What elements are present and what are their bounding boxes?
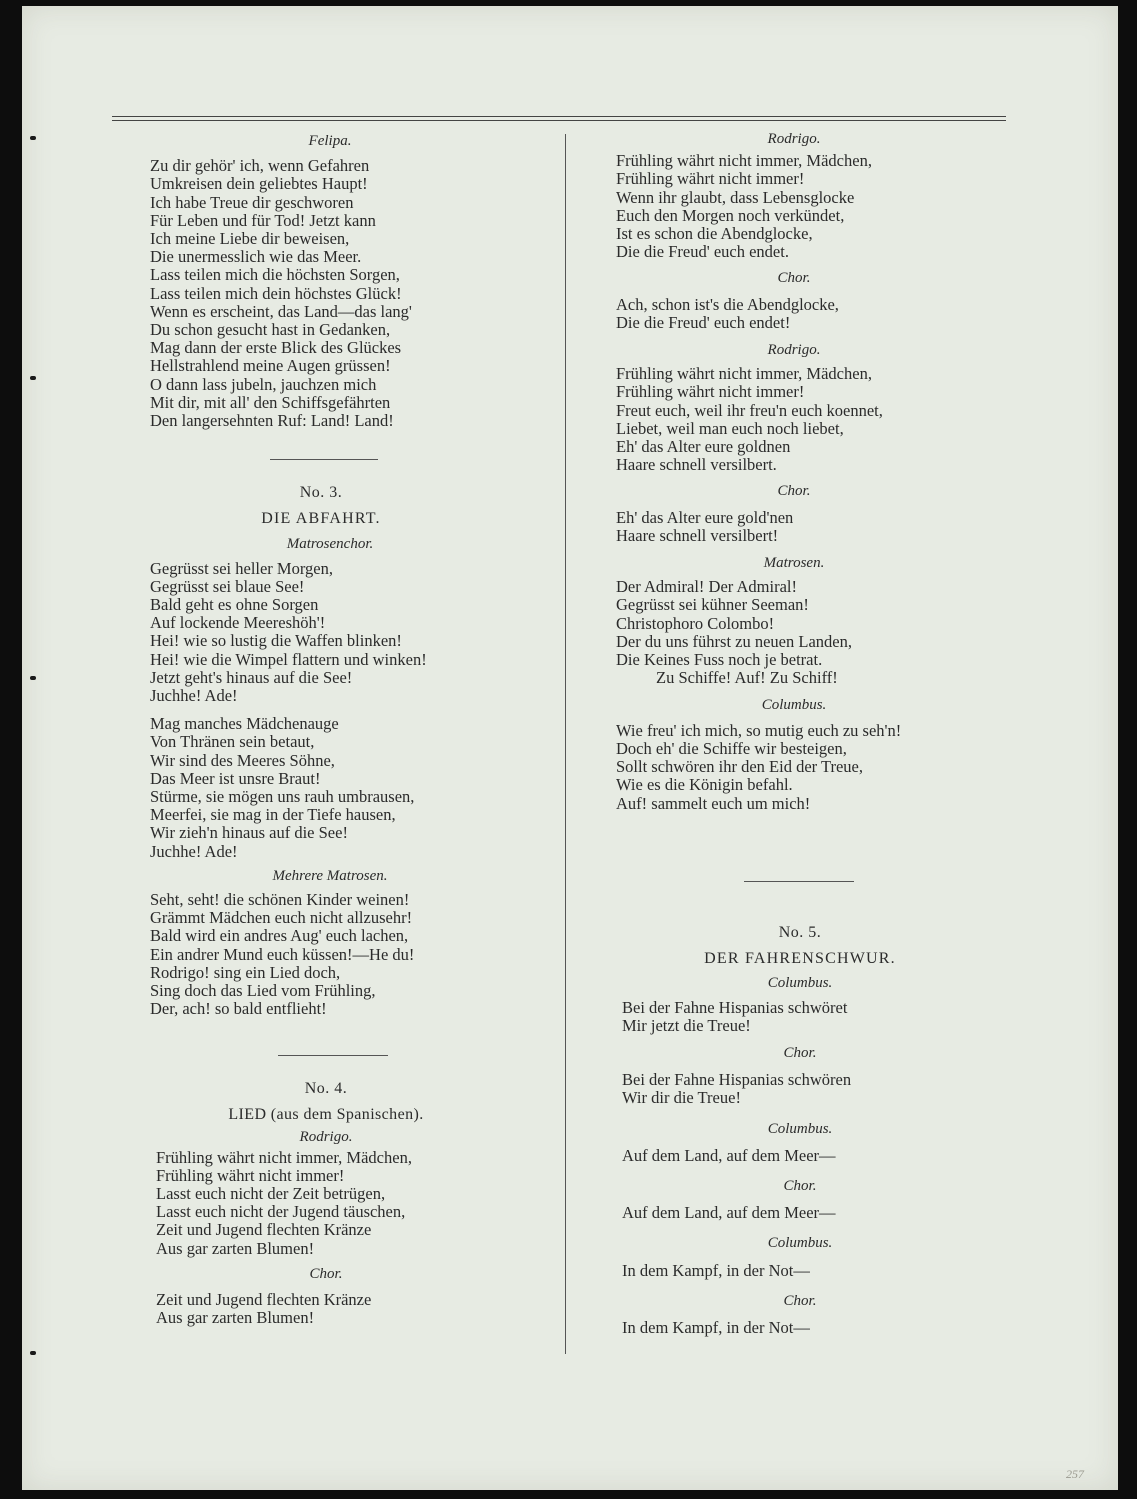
- document-page: [22, 6, 1118, 1490]
- verse-line: Auf! sammelt euch um mich!: [616, 793, 811, 813]
- verse-line: Gegrüsst sei heller Morgen,: [150, 558, 333, 578]
- columbus-verse-1: [616, 722, 996, 813]
- verse-line: Den langersehnten Ruf: Land! Land!: [150, 411, 394, 431]
- rodrigo-verse-1: [616, 152, 996, 261]
- section-rule: [744, 881, 854, 882]
- verse-line: Ist es schon die Abendglocke,: [616, 224, 813, 244]
- verse-line: Eh' das Alter eure gold'nen: [616, 507, 794, 527]
- verse-line: Zeit und Jugend flechten Kränze: [156, 1220, 372, 1240]
- header-rule-double: [112, 120, 1006, 121]
- left-column-no4: [156, 1080, 516, 1327]
- columbus-verse-2: [622, 999, 1002, 1035]
- column-divider: [565, 134, 566, 1354]
- verse-line: Wir sind des Meeres Söhne,: [150, 750, 335, 770]
- verse-line: Frühling währt nicht immer, Mädchen,: [616, 151, 872, 171]
- verse-line: Christophoro Colombo!: [616, 613, 775, 633]
- verse-line: Wir zieh'n hinaus auf die See!: [150, 823, 348, 843]
- verse-line: Bei der Fahne Hispanias schwören: [622, 1070, 852, 1090]
- verse-line: Rodrigo! sing ein Lied doch,: [150, 962, 341, 982]
- section-rule: [278, 1055, 388, 1056]
- speaker-matrosenchor: Matrosenchor.: [286, 536, 374, 553]
- verse-line: Ach, schon ist's die Abendglocke,: [616, 294, 839, 314]
- verse-line: Die Keines Fuss noch je betrat.: [616, 650, 823, 670]
- verse-line: Du schon gesucht hast in Gedanken,: [150, 320, 391, 340]
- speaker-chor: Chor.: [777, 483, 811, 500]
- verse-line: Frühling währt nicht immer!: [616, 382, 805, 402]
- verse-line: Wenn es erscheint, das Land—das lang': [150, 301, 412, 321]
- verse-line: Ein andrer Mund euch küssen!—He du!: [150, 944, 415, 964]
- verse-line: Wie freu' ich mich, so mutig euch zu seh'n!: [616, 720, 902, 740]
- left-column: [150, 132, 510, 430]
- left-column-no3: [150, 484, 510, 1018]
- speaker-columbus: Columbus.: [767, 975, 833, 992]
- speaker-rodrigo: Rodrigo.: [767, 131, 821, 147]
- speaker-columbus: Columbus.: [767, 1120, 833, 1137]
- verse-line: Hellstrahlend meine Augen grüssen!: [150, 356, 391, 376]
- matrosen-verse: [616, 578, 996, 687]
- verse-line: Euch den Morgen noch verkündet,: [616, 205, 845, 225]
- verse-line: Aus gar zarten Blumen!: [156, 1238, 315, 1258]
- verse-line: Lass teilen mich die höchsten Sorgen,: [150, 265, 400, 285]
- verse-line: Der du uns führst zu neuen Landen,: [616, 631, 852, 651]
- verse-line: Juchhe! Ade!: [150, 686, 238, 706]
- verse-line: Für Leben und für Tod! Jetzt kann: [150, 210, 376, 230]
- verse-line: Stürme, sie mögen uns rauh umbrausen,: [150, 787, 415, 807]
- verse-line: Der Admiral! Der Admiral!: [616, 577, 797, 597]
- speaker-matrosen: Matrosen.: [763, 555, 825, 572]
- verse-line: Mit dir, mit all' den Schiffsgefährten: [150, 392, 391, 412]
- verse-line: O dann lass jubeln, jauchzen mich: [150, 374, 377, 394]
- chor-verse: [156, 1291, 516, 1327]
- speaker-chor: Chor.: [783, 1045, 817, 1062]
- verse-line: Jetzt geht's hinaus auf die See!: [150, 667, 353, 687]
- section-number: No. 3.: [299, 484, 343, 501]
- section-title: DIE ABFAHRT.: [261, 510, 381, 528]
- verse-line: Von Thränen sein betaut,: [150, 732, 315, 752]
- verse-line: Lass teilen mich dein höchstes Glück!: [150, 283, 402, 303]
- verse-line: Liebet, weil man euch noch liebet,: [616, 418, 844, 438]
- verse-line: Der, ach! so bald entflieht!: [150, 999, 327, 1019]
- edge-wear-mark: [30, 136, 36, 140]
- verse-line: Meerfei, sie mag in der Tiefe hausen,: [150, 805, 396, 825]
- section-number: No. 5.: [778, 924, 822, 941]
- verse-line: Frühling währt nicht immer, Mädchen,: [616, 364, 872, 384]
- verse-line: Juchhe! Ade!: [150, 841, 238, 861]
- chor-verse-1: [616, 296, 996, 332]
- verse-line: Freut euch, weil ihr freu'n euch koennet,: [616, 400, 883, 420]
- verse-line: Haare schnell versilbert!: [616, 525, 779, 545]
- speaker-columbus: Columbus.: [761, 697, 827, 714]
- right-column-no5: [622, 924, 1002, 1337]
- edge-wear-mark: [30, 676, 36, 680]
- verse-line: Umkreisen dein geliebtes Haupt!: [150, 174, 368, 194]
- verse-line: Sing doch das Lied vom Frühling,: [150, 981, 376, 1001]
- matrosenchor-stanza-2: [150, 715, 510, 861]
- verse-line: Ich habe Treue dir geschworen: [150, 192, 354, 212]
- page-number: 257: [1066, 1467, 1084, 1481]
- edge-wear-mark: [30, 376, 36, 380]
- section-title: DER FAHRENSCHWUR.: [704, 950, 896, 968]
- speaker-chor: Chor.: [783, 1178, 817, 1195]
- verse-line: Bei der Fahne Hispanias schwöret: [622, 997, 848, 1017]
- verse-line: Auf dem Land, auf dem Meer—: [622, 1203, 836, 1223]
- verse-line: Bald geht es ohne Sorgen: [150, 595, 319, 615]
- verse-line: Auf dem Land, auf dem Meer—: [622, 1145, 836, 1165]
- verse-line: Bald wird ein andres Aug' euch lachen,: [150, 926, 409, 946]
- speaker-columbus: Columbus.: [767, 1235, 833, 1252]
- verse-line: Wie es die Königin befahl.: [616, 775, 793, 795]
- verse-line: Die die Freud' euch endet.: [616, 242, 789, 262]
- rodrigo-verse: [156, 1149, 516, 1258]
- right-column: [616, 130, 996, 813]
- verse-line: Das Meer ist unsre Braut!: [150, 768, 321, 788]
- speaker-felipa: Felipa.: [308, 133, 352, 149]
- verse-line: Zu dir gehör' ich, wenn Gefahren: [150, 156, 370, 176]
- verse-line: Mag dann der erste Blick des Glückes: [150, 338, 402, 358]
- verse-line: Lasst euch nicht der Jugend täuschen,: [156, 1202, 406, 1222]
- edge-wear-mark: [30, 1351, 36, 1355]
- verse-line: Zu Schiffe! Auf! Zu Schiff!: [656, 668, 838, 688]
- verse-line: Frühling währt nicht immer!: [616, 169, 805, 189]
- speaker-chor: Chor.: [777, 270, 811, 287]
- verse-line: Gegrüsst sei blaue See!: [150, 576, 305, 596]
- verse-line: Seht, seht! die schönen Kinder weinen!: [150, 890, 410, 910]
- verse-line: In dem Kampf, in der Not—: [622, 1260, 810, 1280]
- verse-line: Haare schnell versilbert.: [616, 455, 777, 475]
- section-number: No. 4.: [304, 1080, 348, 1097]
- verse-line: In dem Kampf, in der Not—: [622, 1318, 810, 1338]
- verse-line: Hei! wie so lustig die Waffen blinken!: [150, 631, 402, 651]
- verse-line: Mag manches Mädchenauge: [150, 714, 339, 734]
- speaker-rodrigo: Rodrigo.: [767, 342, 821, 359]
- verse-line: Doch eh' die Schiffe wir besteigen,: [616, 738, 847, 758]
- chor-verse-3: [622, 1071, 1002, 1107]
- verse-line: Gegrüsst sei kühner Seeman!: [616, 595, 809, 615]
- header-rule: [112, 116, 1006, 117]
- verse-line: Wir dir die Treue!: [622, 1088, 741, 1108]
- verse-line: Grämmt Mädchen euch nicht allzusehr!: [150, 908, 413, 928]
- verse-line: Hei! wie die Wimpel flattern und winken!: [150, 649, 427, 669]
- verse-line: Die die Freud' euch endet!: [616, 312, 791, 332]
- speaker-chor: Chor.: [309, 1265, 343, 1282]
- verse-line: Die unermesslich wie das Meer.: [150, 247, 362, 267]
- chor-verse-2: [616, 509, 996, 545]
- verse-line: Lasst euch nicht der Zeit betrügen,: [156, 1184, 386, 1204]
- mehrere-verse: [150, 891, 510, 1018]
- verse-line: Eh' das Alter eure goldnen: [616, 437, 791, 457]
- verse-line: Mir jetzt die Treue!: [622, 1015, 751, 1035]
- verse-line: Frühling währt nicht immer!: [156, 1165, 345, 1185]
- verse-line: Ich meine Liebe dir beweisen,: [150, 229, 350, 249]
- speaker-chor: Chor.: [783, 1292, 817, 1309]
- speaker-rodrigo: Rodrigo.: [299, 1129, 353, 1146]
- matrosenchor-stanza-1: [150, 560, 510, 706]
- section-rule: [270, 459, 378, 460]
- verse-line: Aus gar zarten Blumen!: [156, 1308, 315, 1328]
- verse-line: Auf lockende Meereshöh'!: [150, 613, 326, 633]
- verse-line: Frühling währt nicht immer, Mädchen,: [156, 1147, 412, 1167]
- verse-line: Wenn ihr glaubt, dass Lebensglocke: [616, 187, 855, 207]
- felipa-verse: [150, 157, 510, 430]
- rodrigo-verse-2: [616, 365, 996, 474]
- verse-line: Sollt schwören ihr den Eid der Treue,: [616, 757, 864, 777]
- section-title: LIED (aus dem Spanischen).: [228, 1106, 424, 1124]
- verse-line: Zeit und Jugend flechten Kränze: [156, 1290, 372, 1310]
- speaker-mehrere-matrosen: Mehrere Matrosen.: [272, 867, 388, 884]
